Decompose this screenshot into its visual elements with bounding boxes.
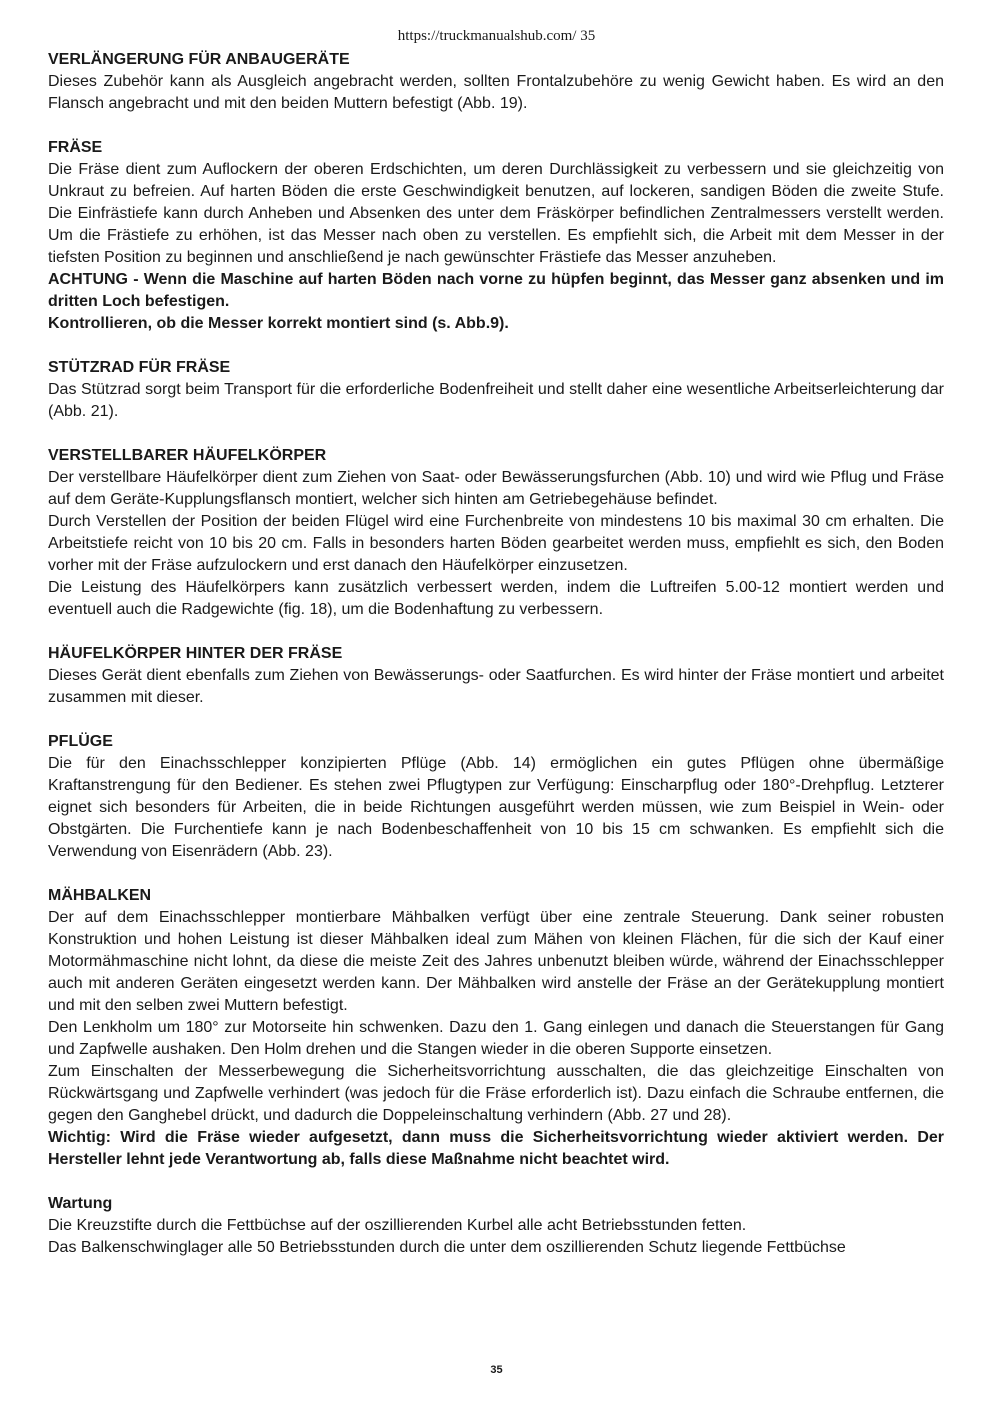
paragraph: Dieses Zubehör kann als Ausgleich angebracht werden, sollten Frontalzubehöre zu wenig Gewicht haben. Es wird an den Flansch angebracht und mit den beiden Muttern befestigt (Abb. 19).	[48, 73, 944, 112]
section-heading: Wartung	[48, 1195, 113, 1212]
warning-paragraph: Wichtig: Wird die Fräse wieder aufgesetzt, dann muss die Sicherheitsvorrichtung wieder aktiviert werden. Der Hersteller lehnt jede Verantwortung ab, falls diese Maßnahme nicht beachtet wird.	[48, 1129, 944, 1168]
document-body	[48, 49, 944, 1281]
paragraph: Der verstellbare Häufelkörper dient zum Ziehen von Saat- oder Bewässerungsfurchen (Abb. 10) und wird wie Pflug und Fräse auf dem Geräte-Kupplungsflansch montiert, welcher sich hinten am Getriebegehäuse befindet.	[48, 469, 944, 508]
section	[48, 731, 944, 863]
section-heading: STÜTZRAD FÜR FRÄSE	[48, 359, 231, 376]
section	[48, 137, 944, 335]
paragraph: Die Kreuzstifte durch die Fettbüchse auf der oszillierenden Kurbel alle acht Betriebsstunden fetten.	[48, 1217, 747, 1234]
section-heading: HÄUFELKÖRPER HINTER DER FRÄSE	[48, 645, 343, 662]
source-url: https://truckmanualshub.com/ 35	[397, 28, 596, 44]
paragraph: Den Lenkholm um 180° zur Motorseite hin schwenken. Dazu den 1. Gang einlegen und danach die Steuerstangen für Gang und Zapfwelle aushaken. Den Holm drehen und die Stangen wieder in die oberen Supporte einsetzen.	[48, 1019, 944, 1058]
paragraph: Der auf dem Einachsschlepper montierbare Mähbalken verfügt über eine zentrale Steuerung. Dank seiner robusten Konstruktion und hohen Leistung ist dieser Mähbalken ideal zum Mähen von kleinen Flächen, für die sich der Kauf einer Motormähmaschine nicht lohnt, da diese die meiste Zeit des Jahres unbenutzt bleiben würde, während der Einachsschlepper auch mit anderen Geräten eingesetzt werden kann. Der Mähbalken wird anstelle der Fräse an der Gerätekupplung montiert und mit den selben zwei Muttern befestigt.	[48, 909, 944, 1014]
paragraph: Zum Einschalten der Messerbewegung die Sicherheitsvorrichtung ausschalten, die das gleichzeitige Einschalten von Rückwärtsgang und Zapfwelle verhindert (was jedoch für die Fräse erforderlich ist). Dazu einfach die Schraube entfernen, die gegen den Ganghebel drückt, und dadurch die Doppeleinschaltung verhindern (Abb. 27 und 28).	[48, 1063, 944, 1124]
paragraph: Das Stützrad sorgt beim Transport für die erforderliche Bodenfreiheit und stellt daher eine wesentliche Arbeitserleichterung dar (Abb. 21).	[48, 381, 944, 420]
section	[48, 643, 944, 709]
warning-paragraph: ACHTUNG - Wenn die Maschine auf harten Böden nach vorne zu hüpfen beginnt, das Messer ganz absenken und im dritten Loch befestigen.	[48, 271, 944, 310]
section	[48, 885, 944, 1171]
paragraph: Durch Verstellen der Position der beiden Flügel wird eine Furchenbreite von mindestens 10 bis maximal 30 cm erhalten. Die Arbeitstiefe reicht von 10 bis 20 cm. Falls in besonders harten Böden gearbeitet werden muss, empfiehlt es sich, den Boden vorher mit der Fräse aufzulockern und erst danach den Häufelkörper einzusetzen.	[48, 513, 944, 574]
section-heading: VERSTELLBARER HÄUFELKÖRPER	[48, 447, 327, 464]
paragraph: Die für den Einachsschlepper konzipierten Pflüge (Abb. 14) ermöglichen ein gutes Pflügen ohne übermäßige Kraftanstrengung für den Bediener. Es stehen zwei Pflugtypen zur Verfügung: Einscharpflug oder 180°-Drehpflug. Letzterer eignet sich besonders für Arbeiten, die in beide Richtungen ausgeführt werden müssen, wie zum Beispiel in Wein- oder Obstgärten. Die Furchentiefe kann je nach Bodenbeschaffenheit von 10 bis 15 cm schwanken. Es empfiehlt sich die Verwendung von Eisenrädern (Abb. 23).	[48, 755, 944, 860]
section	[48, 445, 944, 621]
section-heading: FRÄSE	[48, 139, 103, 156]
paragraph: Das Balkenschwinglager alle 50 Betriebsstunden durch die unter dem oszillierenden Schutz liegende Fettbüchse	[48, 1239, 846, 1256]
section-heading: PFLÜGE	[48, 733, 113, 750]
section	[48, 1193, 944, 1259]
page-number: 35	[490, 1364, 503, 1376]
section-heading: MÄHBALKEN	[48, 887, 152, 904]
section	[48, 49, 944, 115]
warning-paragraph: Kontrollieren, ob die Messer korrekt montiert sind (s. Abb.9).	[48, 315, 509, 332]
section-heading: VERLÄNGERUNG FÜR ANBAUGERÄTE	[48, 51, 350, 68]
section	[48, 357, 944, 423]
paragraph: Die Leistung des Häufelkörpers kann zusätzlich verbessert werden, indem die Luftreifen 5.00-12 montiert werden und eventuell auch die Radgewichte (fig. 18), um die Bodenhaftung zu verbessern.	[48, 579, 944, 618]
paragraph: Die Fräse dient zum Auflockern der oberen Erdschichten, um deren Durchlässigkeit zu verbessern und sie gleichzeitig von Unkraut zu befreien. Auf harten Böden die erste Geschwindigkeit benutzen, auf lockeren, sandigen Böden die zweite Stufe. Die Einfrästiefe kann durch Anheben und Absenken des unter dem Fräskörper befindlichen Zentralmessers verstellt werden. Um die Frästiefe zu erhöhen, ist das Messer nach oben zu verstellen. Es empfiehlt sich, die Arbeit mit dem Messer in der tiefsten Position zu beginnen und anschließend je nach gewünschter Frästiefe das Messer anzuheben.	[48, 161, 944, 266]
paragraph: Dieses Gerät dient ebenfalls zum Ziehen von Bewässerungs- oder Saatfurchen. Es wird hinter der Fräse montiert und arbeitet zusammen mit dieser.	[48, 667, 944, 706]
